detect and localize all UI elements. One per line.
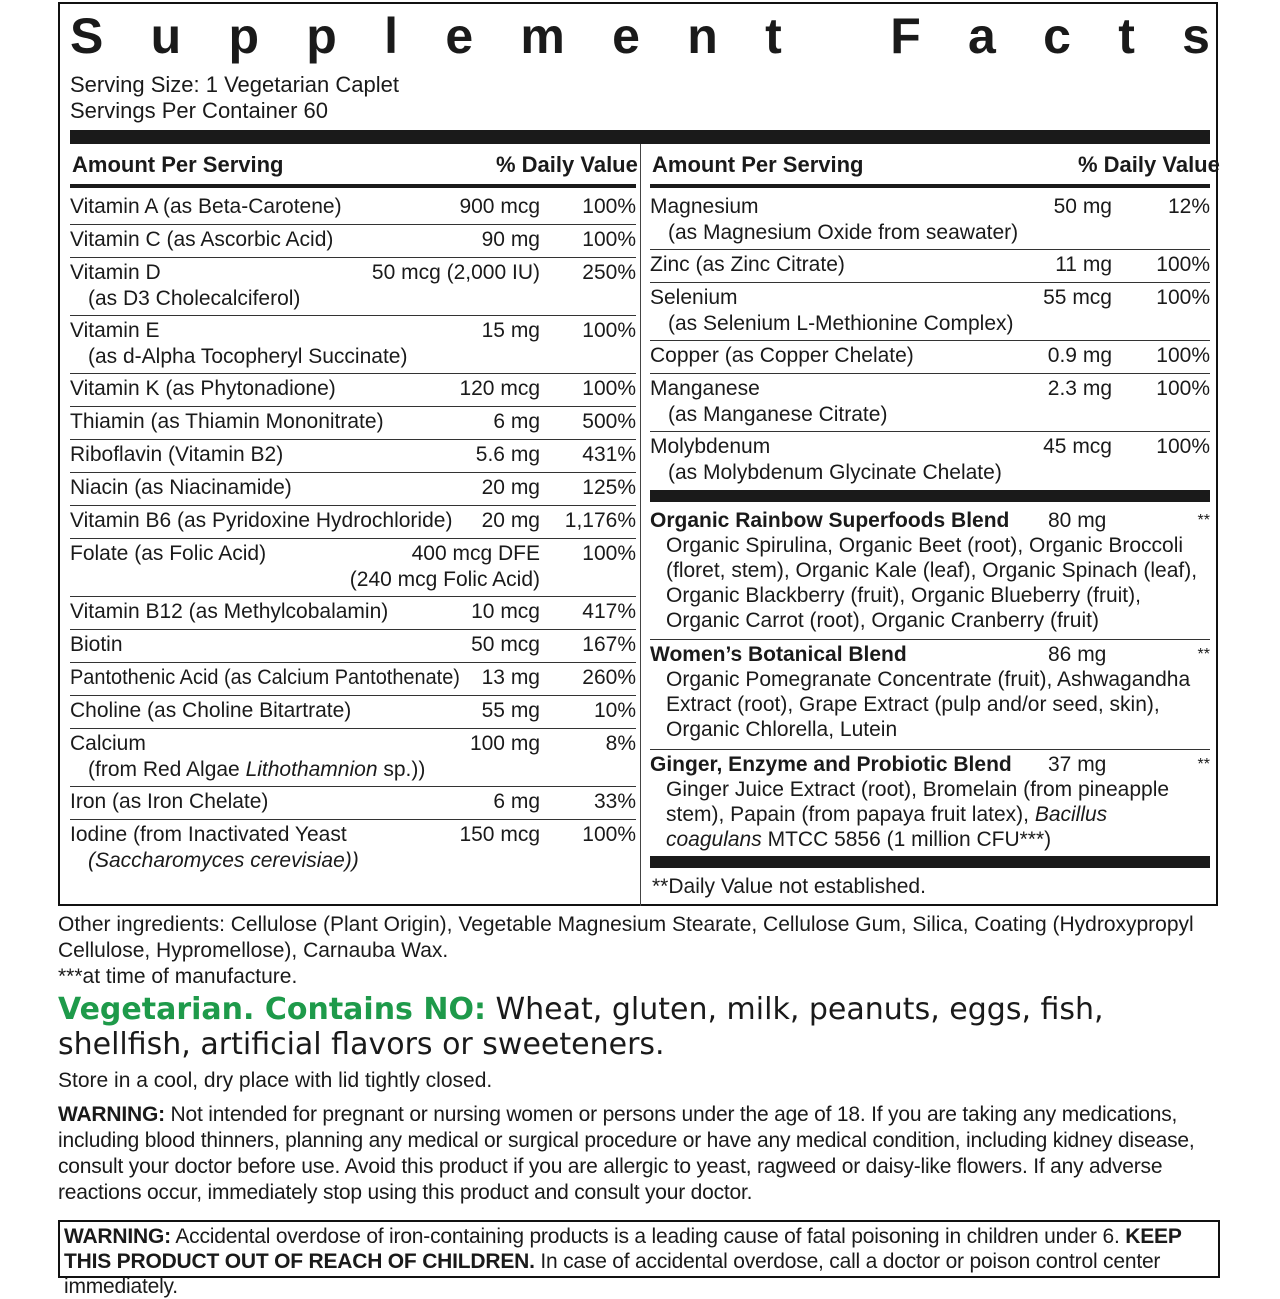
header-rule <box>650 184 1210 188</box>
blend-ingredients <box>666 777 1206 852</box>
nutrient-daily-value: 431% <box>582 443 636 466</box>
servings-per-container: Servings Per Container 60 <box>70 98 329 123</box>
nutrient-amount: 0.9 mg <box>1047 344 1112 367</box>
nutrient-amount: 50 mg <box>1053 195 1112 218</box>
title-letter: t <box>765 8 782 64</box>
nutrient-row <box>70 597 636 630</box>
nutrient-row <box>70 316 636 374</box>
nutrient-name: Niacin (as Niacinamide) <box>70 476 292 499</box>
right-amount-header: Amount Per Serving <box>652 152 864 177</box>
blend-ingredients-italic: Bacillus coagulans <box>666 803 1108 851</box>
warning-label: WARNING: <box>58 1103 165 1126</box>
title-letter: p <box>228 8 260 64</box>
blend-ingredients-text: MTCC 5856 (1 million CFU***) <box>761 828 1052 851</box>
nutrient-daily-value: 100% <box>582 319 636 342</box>
title-letter: s <box>1182 8 1210 64</box>
keep-out-of-reach: KEEP THIS PRODUCT OUT OF REACH OF CHILDREN. <box>64 1225 1182 1273</box>
nutrient-row <box>70 630 636 663</box>
nutrient-amount: 15 mg <box>481 319 540 342</box>
nutrient-name: Folate (as Folic Acid) <box>70 542 267 565</box>
thick-divider <box>650 490 1210 502</box>
nutrient-daily-value: 167% <box>582 633 636 656</box>
nutrient-source: (as D3 Cholecalciferol) <box>88 287 301 310</box>
nutrient-name: Vitamin E <box>70 319 160 342</box>
vegetarian-label: Vegetarian. Contains NO: <box>58 992 486 1027</box>
nutrient-source-text: sp.)) <box>377 758 426 781</box>
nutrient-source <box>88 848 359 874</box>
right-dv-header: % Daily Value <box>1078 152 1220 177</box>
blend-name: Women’s Botanical Blend <box>650 643 907 666</box>
nutrient-daily-value: 8% <box>605 732 636 755</box>
nutrient-daily-value: 417% <box>582 600 636 623</box>
nutrient-daily-value: 12% <box>1167 195 1210 218</box>
nutrient-source-text: (from Red Algae <box>88 758 246 781</box>
nutrient-row <box>70 539 636 597</box>
nutrient-amount: 10 mcg <box>471 600 540 623</box>
title-letter: e <box>445 8 474 64</box>
title-letter: F <box>890 8 921 64</box>
nutrient-amount: 50 mcg (2,000 IU) <box>371 261 540 284</box>
nutrient-daily-value: 100% <box>582 195 636 218</box>
nutrient-name: Riboflavin (Vitamin B2) <box>70 443 284 466</box>
blend-row <box>650 640 1210 750</box>
other-ingredients: Other ingredients: Cellulose (Plant Origin), Vegetable Magnesium Stearate, Cellulose Gum, Silica, Coating (Hydroxypropyl Cellulose, Hypromellose), Carnauba Wax. ***at time of manufacture. <box>58 913 1194 988</box>
nutrient-row <box>70 787 636 820</box>
nutrient-name: Manganese <box>650 377 760 400</box>
nutrient-daily-value: 250% <box>582 261 636 284</box>
nutrient-source-italic: Lithothamnion <box>245 758 378 781</box>
title-letter: n <box>687 8 718 64</box>
nutrient-daily-value: 33% <box>593 790 636 813</box>
nutrient-row <box>70 473 636 506</box>
blend-ingredients: Organic Pomegranate Concentrate (fruit), Ashwagandha Extract (root), Grape Extract (pulp and/or seed, skin), Organic Chlorella, Lutein <box>666 668 1191 741</box>
nutrient-name: Zinc (as Zinc Citrate) <box>650 253 845 276</box>
storage-instructions: Store in a cool, dry place with lid tightly closed. <box>58 1069 493 1092</box>
nutrient-row <box>650 250 1210 283</box>
nutrient-amount-detail: (240 mcg Folic Acid) <box>349 568 540 591</box>
title-letter: p <box>306 8 337 64</box>
title-letter <box>829 8 843 64</box>
title-letter: a <box>968 8 996 64</box>
left-dv-header: % Daily Value <box>496 152 638 177</box>
nutrient-amount: 100 mg <box>469 732 540 755</box>
nutrient-source-italic: (Saccharomyces cerevisiae)) <box>88 849 359 872</box>
nutrient-daily-value: 260% <box>582 666 636 689</box>
nutrient-row <box>650 341 1210 374</box>
nutrient-amount: 55 mg <box>481 699 540 722</box>
title-letter: c <box>1043 8 1071 64</box>
nutrient-amount: 11 mg <box>1055 253 1112 276</box>
iron-warning-box <box>58 1220 1220 1298</box>
nutrient-daily-value: 100% <box>582 377 636 400</box>
blend-ingredients: Organic Spirulina, Organic Beet (root), Organic Broccoli (floret, stem), Organic Kale (leaf), Organic Spinach (leaf), Organic Blackberry (fruit), Organic Blueberry (fruit), Organic Carrot (root), Organic Cranberry (fruit) <box>666 534 1198 632</box>
nutrient-row <box>70 506 636 539</box>
nutrient-source <box>88 757 425 783</box>
title-letter: u <box>150 8 182 64</box>
manufacture-note: ***at time of manufacture. <box>58 965 298 988</box>
supplement-facts-panel <box>58 2 1218 906</box>
nutrient-name: Choline (as Choline Bitartrate) <box>70 699 352 722</box>
title-letter: m <box>520 8 565 64</box>
title-letter: t <box>1118 8 1135 64</box>
blend-ingredients-text: Ginger Juice Extract (root), Bromelain (from pineapple stem), Papain (from papaya fruit latex), <box>666 778 1170 826</box>
nutrient-name: Iodine (from Inactivated Yeast <box>70 823 347 846</box>
blend-amount: 37 mg <box>1048 753 1107 776</box>
blend-row <box>650 750 1210 856</box>
nutrient-daily-value: 100% <box>1156 435 1210 458</box>
warning-pregnancy <box>58 1102 1218 1206</box>
allergen-list: Wheat, gluten, milk, peanuts, eggs, fish, shellfish, artificial flavors or sweeteners. <box>58 992 1104 1062</box>
nutrient-daily-value: 10% <box>593 699 636 722</box>
thick-divider <box>70 130 1210 144</box>
nutrient-name: Vitamin D <box>70 261 161 284</box>
warning-label: WARNING: <box>64 1225 171 1248</box>
nutrient-name: Copper (as Copper Chelate) <box>650 344 914 367</box>
nutrient-daily-value: 1,176% <box>564 509 636 532</box>
nutrient-amount: 900 mcg <box>459 195 540 218</box>
nutrient-name: Vitamin B6 (as Pyridoxine Hydrochloride) <box>70 509 453 532</box>
nutrient-amount: 45 mcg <box>1043 435 1112 458</box>
blend-dv-marker: ** <box>1197 512 1210 529</box>
left-amount-header: Amount Per Serving <box>72 152 284 177</box>
nutrient-amount: 13 mg <box>481 666 540 689</box>
blend-row <box>650 506 1210 640</box>
nutrient-source: (as d-Alpha Tocopheryl Succinate) <box>88 345 408 368</box>
blend-name: Ginger, Enzyme and Probiotic Blend <box>650 753 1012 776</box>
panel-title <box>70 8 1210 64</box>
nutrient-amount: 50 mcg <box>471 633 540 656</box>
nutrient-row <box>70 663 636 696</box>
nutrient-amount: 6 mg <box>493 410 540 433</box>
nutrient-amount: 90 mg <box>481 228 540 251</box>
nutrient-name: Vitamin B12 (as Methylcobalamin) <box>70 600 389 623</box>
nutrient-name: Vitamin A (as Beta-Carotene) <box>70 195 342 218</box>
nutrient-row <box>650 283 1210 341</box>
blend-dv-marker: ** <box>1197 646 1210 663</box>
nutrient-row <box>70 440 636 473</box>
nutrient-name: Calcium <box>70 732 146 755</box>
nutrient-amount: 150 mcg <box>459 823 540 846</box>
nutrient-daily-value: 500% <box>582 410 636 433</box>
nutrient-row <box>650 192 1210 250</box>
warning-text: Accidental overdose of iron-containing products is a leading cause of fatal poisoning in children under 6. <box>170 1225 1126 1248</box>
blend-dv-marker: ** <box>1197 756 1210 773</box>
nutrient-row <box>70 407 636 440</box>
blend-name: Organic Rainbow Superfoods Blend <box>650 509 1010 532</box>
nutrient-row <box>70 192 636 225</box>
nutrient-amount: 20 mg <box>481 476 540 499</box>
nutrient-row <box>650 432 1210 490</box>
nutrient-row <box>70 820 636 878</box>
column-divider <box>640 144 641 906</box>
allergen-statement <box>58 992 1218 1062</box>
title-letter: l <box>384 8 399 64</box>
header-rule <box>70 184 636 188</box>
nutrient-source: (as Selenium L-Methionine Complex) <box>668 312 1014 335</box>
iron-warning-text <box>64 1224 1214 1299</box>
thick-divider <box>650 856 1210 868</box>
nutrient-daily-value: 100% <box>1156 377 1210 400</box>
nutrient-row <box>70 258 636 316</box>
nutrient-daily-value: 100% <box>582 542 636 565</box>
nutrient-name: Pantothenic Acid (as Calcium Pantothenate) <box>70 666 460 689</box>
nutrient-amount: 55 mcg <box>1043 286 1112 309</box>
nutrient-name: Thiamin (as Thiamin Mononitrate) <box>70 410 384 433</box>
nutrient-row <box>70 374 636 407</box>
nutrient-daily-value: 100% <box>1156 286 1210 309</box>
blend-amount: 80 mg <box>1048 509 1107 532</box>
nutrient-amount: 120 mcg <box>459 377 540 400</box>
serving-size: Serving Size: 1 Vegetarian Caplet <box>70 72 399 97</box>
nutrient-daily-value: 100% <box>1156 344 1210 367</box>
nutrient-amount: 20 mg <box>481 509 540 532</box>
nutrient-source: (as Manganese Citrate) <box>668 403 888 426</box>
nutrient-daily-value: 125% <box>582 476 636 499</box>
nutrient-name: Molybdenum <box>650 435 771 458</box>
nutrient-source: (as Magnesium Oxide from seawater) <box>668 221 1019 244</box>
nutrient-source: (as Molybdenum Glycinate Chelate) <box>668 461 1002 484</box>
nutrient-row <box>70 225 636 258</box>
nutrient-name: Iron (as Iron Chelate) <box>70 790 269 813</box>
nutrient-name: Vitamin K (as Phytonadione) <box>70 377 336 400</box>
title-letter: e <box>612 8 640 64</box>
nutrient-daily-value: 100% <box>582 823 636 846</box>
nutrient-amount: 400 mcg DFE <box>411 542 540 565</box>
nutrient-amount: 2.3 mg <box>1047 377 1112 400</box>
nutrient-amount: 5.6 mg <box>475 443 540 466</box>
warning-text: Not intended for pregnant or nursing women or persons under the age of 18. If you are taking any medications, including blood thinners, planning any medical or surgical procedure or have any medical condition, including kidney disease, consult your doctor before use. Avoid this product if you are allergic to yeast, ragweed or daisy-like flowers. If any adverse reactions occur, immediately stop using this product and consult your doctor. <box>58 1103 1195 1204</box>
nutrient-name: Magnesium <box>650 195 759 218</box>
nutrient-row <box>650 374 1210 432</box>
nutrient-amount: 6 mg <box>493 790 540 813</box>
nutrient-row <box>70 696 636 729</box>
title-letter: S <box>70 8 104 64</box>
nutrient-name: Selenium <box>650 286 738 309</box>
dv-footnote: **Daily Value not established. <box>652 875 926 898</box>
nutrient-daily-value: 100% <box>1156 253 1210 276</box>
nutrient-row <box>70 729 636 787</box>
nutrient-name: Vitamin C (as Ascorbic Acid) <box>70 228 334 251</box>
nutrient-name: Biotin <box>70 633 123 656</box>
blend-amount: 86 mg <box>1048 643 1107 666</box>
warning-text: In case of accidental overdose, call a doctor or poison control center immediately. <box>64 1250 1161 1298</box>
nutrient-daily-value: 100% <box>582 228 636 251</box>
